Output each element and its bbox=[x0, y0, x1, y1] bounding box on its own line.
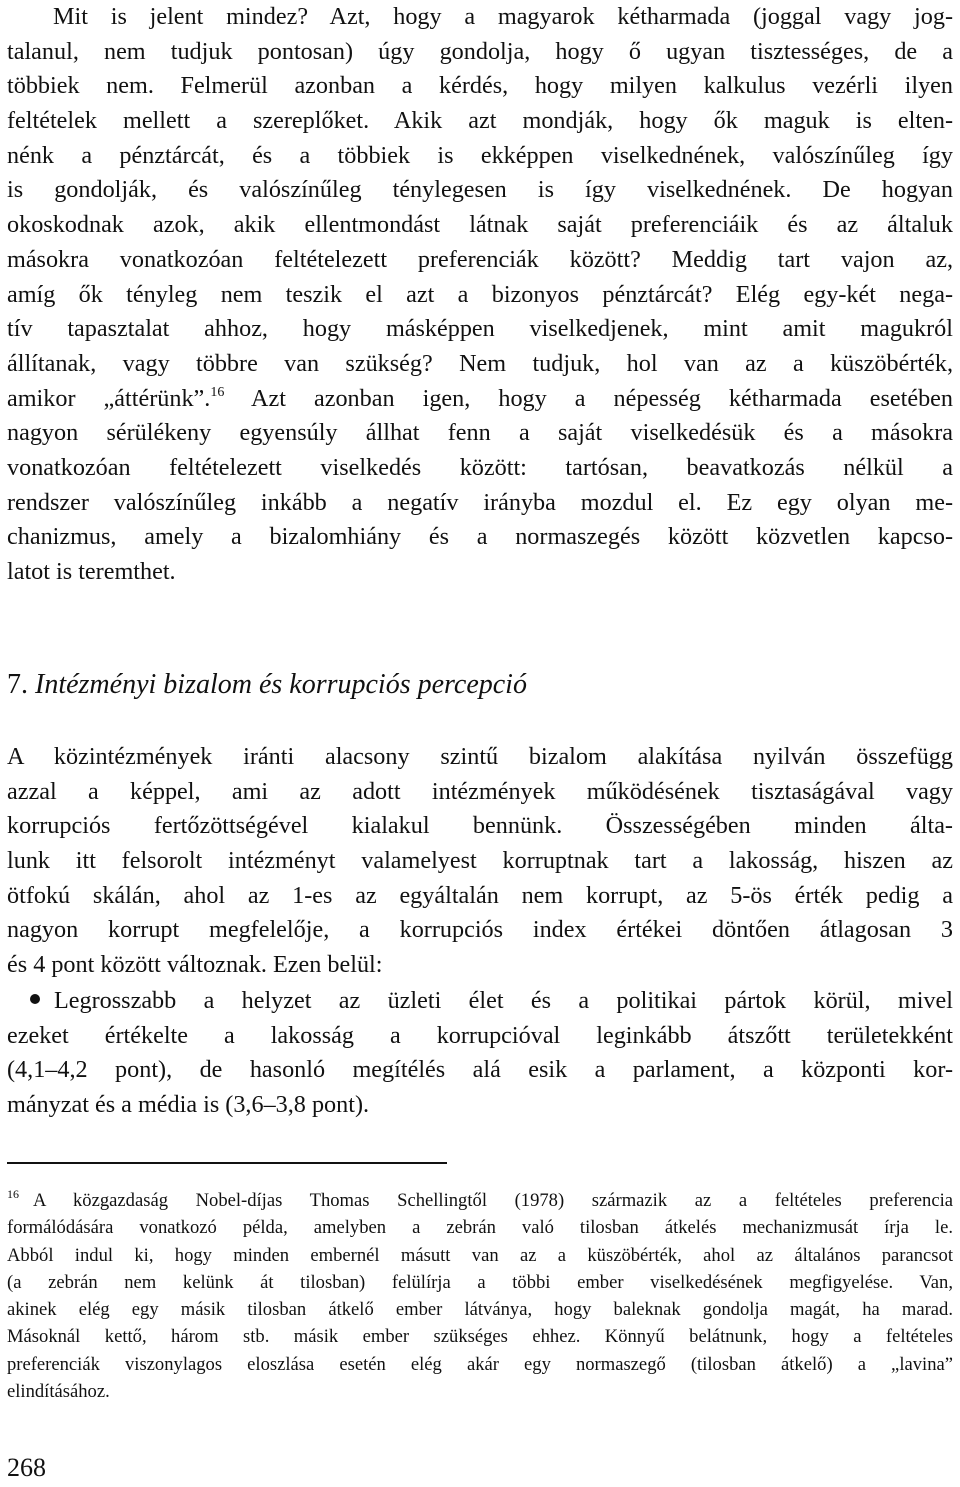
text-line: talanul, nem tudjuk pontosan) úgy gondolja, hogy ő ugyan tisztességes, de a bbox=[7, 37, 953, 65]
bullet-first-line bbox=[7, 984, 953, 1019]
footnote-separator bbox=[7, 1162, 447, 1164]
text-line: nagyon sérülékeny egyensúly állhat fenn a saját viselkedésük és a másokra bbox=[7, 419, 953, 447]
footnote-line: (a zebrán nem kelünk át tilosban) felülírja a többi ember viselkedésének megfigyelése. Van, bbox=[7, 1271, 953, 1293]
text-line: tív tapasztalat ahhoz, hogy másképpen viselkedjenek, mint amit magukról bbox=[7, 315, 953, 343]
footnote-line: preferenciák viszonylagos eloszlása esetén elég akár egy normaszegő (tilosban átkelő) a „lavina” bbox=[7, 1353, 953, 1375]
continuation-paragraph bbox=[7, 0, 953, 590]
text-line: (4,1–4,2 pont), de hasonló megítélés alá esik a parlament, a központi kor- bbox=[7, 1056, 953, 1084]
text-line: korrupciós fertőzöttségével kialakul bennünk. Összességében minden álta- bbox=[7, 812, 953, 840]
text-line: A közintézmények iránti alacsony szintű bizalom alakítása nyilván összefügg bbox=[7, 743, 953, 770]
footnote-line: elindításához. bbox=[7, 1381, 110, 1403]
text-line: állítanak, vagy többre van szükség? Nem tudjuk, hol van az a küszöbérték, bbox=[7, 349, 953, 377]
text-line: többiek nem. Felmerül azonban a kérdés, hogy milyen kalkulus vezérli ilyen bbox=[7, 72, 953, 100]
text-fragment: Azt azonban igen, hogy a népesség kétharmada esetében bbox=[224, 384, 954, 412]
section-number: 7. bbox=[7, 669, 28, 700]
section-title: Intézményi bizalom és korrupciós percepció bbox=[35, 669, 527, 700]
body-paragraph bbox=[7, 740, 953, 983]
footnote-first-line bbox=[7, 1187, 953, 1214]
text-line: is gondolják, és valószínűleg ténylegesen is így viselkednének. De hogyan bbox=[7, 176, 953, 204]
text-fragment: Legrosszabb a helyzet az üzleti élet és a politikai pártok körül, mivel bbox=[54, 987, 953, 1014]
text-line: lunk itt felsorolt intézményt valamelyest korruptnak tart a lakosság, hiszen az bbox=[7, 847, 953, 875]
text-line: feltételek mellett a szereplőket. Akik azt mondják, hogy ők maguk is elten- bbox=[7, 107, 953, 135]
text-line: latot is teremthet. bbox=[7, 558, 176, 585]
footnote-line: Abból indul ki, hogy minden embernél másutt van az a küszöbérték, ahol az általános parancsot bbox=[7, 1244, 953, 1266]
section-heading bbox=[7, 665, 527, 705]
bullet-list-item bbox=[7, 984, 953, 1123]
text-line: ötfokú skálán, ahol az 1-es az egyáltalán nem korrupt, az 5-ös érték pedig a bbox=[7, 881, 953, 909]
bullet-icon bbox=[30, 994, 40, 1004]
text-line: chanizmus, amely a bizalomhiány és a normaszegés között közvetlen kapcso- bbox=[7, 523, 953, 551]
text-line: amíg ők tényleg nem teszik el azt a bizonyos pénztárcát? Elég egy-két nega- bbox=[7, 280, 953, 308]
text-line: nagyon korrupt megfelelője, a korrupciós index értékei döntően átlagosan 3 bbox=[7, 916, 953, 944]
text-line: okoskodnak azok, akik ellentmondást látnak saját preferenciáik és az általuk bbox=[7, 211, 953, 239]
footnote bbox=[7, 1187, 953, 1405]
text-line: vonatkozóan feltételezett viselkedés között: tartósan, beavatkozás nélkül a bbox=[7, 453, 953, 481]
text-fragment: amikor „áttérünk”. bbox=[7, 384, 211, 412]
text-fragment: A közgazdaság Nobel-díjas Thomas Schellingtől (1978) származik az a feltételes preferencia bbox=[33, 1190, 953, 1211]
text-line: ezeket értékelte a lakosság a korrupcióval leginkább átszőtt területekként bbox=[7, 1021, 953, 1049]
footnote-reference[interactable]: 16 bbox=[210, 384, 225, 400]
footnote-line: akinek elég egy másik tilosban átkelő ember látványa, hogy baleknak gondolja magát, ha marad. bbox=[7, 1299, 953, 1321]
text-line: mányzat és a média is (3,6–3,8 pont). bbox=[7, 1091, 370, 1119]
text-line: nénk a pénztárcát, és a többiek is ekképpen viselkednének, valószínűleg így bbox=[7, 141, 953, 169]
text-line: és 4 pont között változnak. Ezen belül: bbox=[7, 951, 383, 979]
text-line: Mit is jelent mindez? Azt, hogy a magyarok kétharmada (joggal vagy jog- bbox=[53, 3, 953, 30]
page-number: 268 bbox=[7, 1453, 46, 1482]
text-line: azzal a képpel, ami az adott intézmények működésének tisztaságával vagy bbox=[7, 777, 953, 805]
text-line-with-footnote bbox=[7, 382, 953, 417]
text-line: másokra vonatkozóan feltételezett preferenciák között? Meddig tart vajon az, bbox=[7, 245, 953, 273]
footnote-marker: 16 bbox=[7, 1187, 19, 1201]
footnote-line: Másoknál kettő, három stb. másik ember szükséges ehhez. Könnyű belátnunk, hogy a feltételes bbox=[7, 1326, 953, 1348]
footnote-line: formálódására vonatkozó példa, amelyben a zebrán való tilosban átkelés mechanizmusát írja le. bbox=[7, 1217, 953, 1239]
text-line: rendszer valószínűleg inkább a negatív irányba mozdul el. Ez egy olyan me- bbox=[7, 488, 953, 516]
